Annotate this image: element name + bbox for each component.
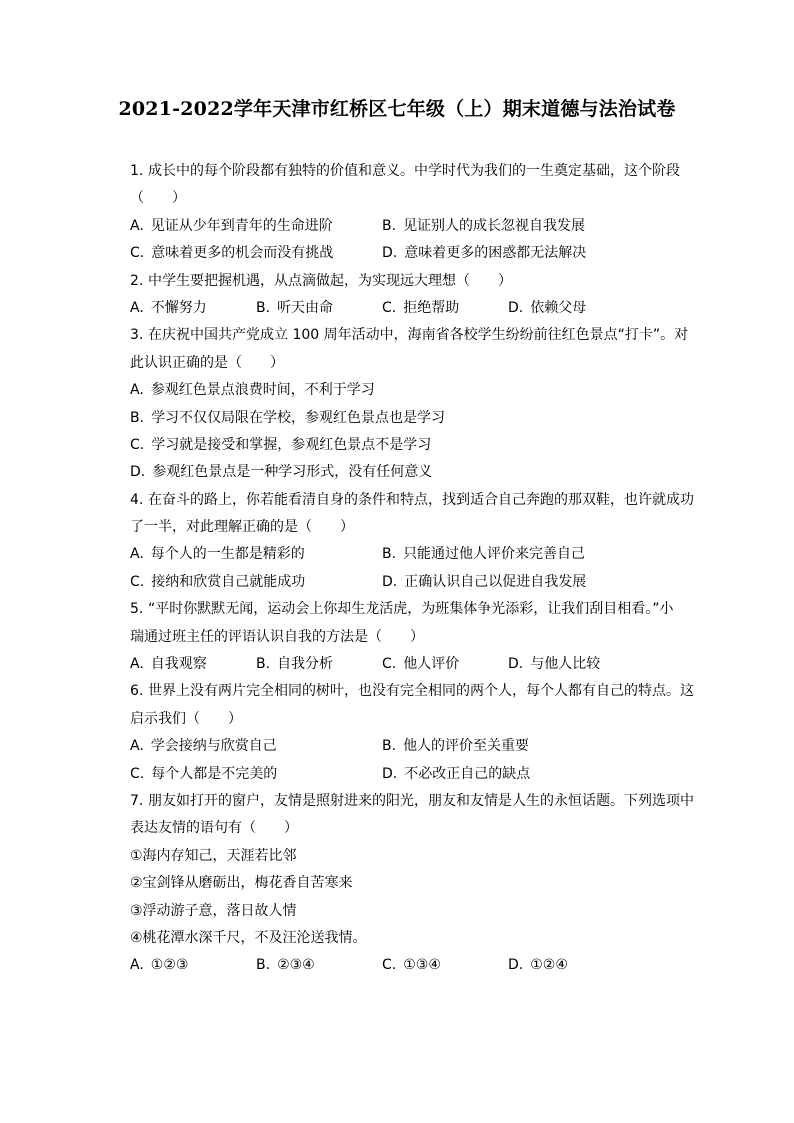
question-stem-text: 了一半，对此理解正确的是（ ） — [130, 519, 354, 536]
question-3 — [130, 322, 695, 486]
answer-option — [130, 569, 382, 596]
option-text: 参观红色景点浪费时间，不利于学习 — [150, 382, 375, 399]
option-text: 他人的评价至关重要 — [403, 738, 530, 755]
answer-option — [382, 541, 634, 568]
answer-option — [130, 240, 382, 267]
option-text: ①③④ — [403, 957, 441, 974]
option-label: C. — [130, 436, 145, 453]
question-stem-text: “平时你默默无闻，运动会上你却生龙活虎，为班集体争光添彩，让我们刮目相看。”小 — [148, 601, 674, 618]
option-label: A. — [130, 738, 144, 755]
question-stem-line — [130, 925, 695, 952]
question-stem-line — [130, 514, 695, 541]
answer-option — [130, 377, 375, 404]
option-label: A. — [130, 299, 144, 316]
option-label: B. — [256, 299, 271, 316]
answer-option — [508, 952, 634, 979]
option-label: C. — [382, 299, 397, 316]
option-text: 只能通过他人评价来完善自己 — [403, 546, 586, 563]
answer-option — [130, 459, 432, 486]
option-text: 他人评价 — [403, 656, 460, 673]
option-label: D. — [508, 299, 524, 316]
option-label: D. — [382, 245, 398, 262]
option-text: 听天由命 — [277, 299, 334, 316]
option-text: 不必改正自己的缺点 — [404, 765, 531, 782]
question-stem-text: （ ） — [130, 190, 186, 207]
option-text: 意味着更多的困惑都无法解决 — [404, 245, 587, 262]
option-label: C. — [382, 656, 397, 673]
answer-option — [256, 651, 382, 678]
answer-option — [130, 733, 382, 760]
question-stem-line — [130, 678, 695, 705]
option-text: ②③④ — [277, 957, 315, 974]
question-stem-text: 瑞通过班主任的评语认识自我的方法是（ ） — [130, 628, 424, 645]
question-stem-line — [130, 843, 695, 870]
option-label: C. — [130, 573, 145, 590]
answer-option — [256, 295, 382, 322]
answer-option — [382, 761, 634, 788]
option-text: 接纳和欣赏自己就能成功 — [151, 573, 306, 590]
question-stem-text: 在奋斗的路上，你若能看清自身的条件和特点，找到适合自己奔跑的那双鞋，也许就成功 — [148, 491, 694, 508]
option-row — [130, 295, 695, 322]
option-text: 见证从少年到青年的生命进阶 — [150, 217, 333, 234]
question-stem-line — [130, 487, 695, 514]
question-stem-text: 中学生要把握机遇，从点滴做起，为实现远大理想（ ） — [148, 272, 512, 289]
option-text: 意味着更多的机会而没有挑战 — [151, 245, 334, 262]
option-label: C. — [130, 245, 145, 262]
question-stem-text: ①海内存知己，天涯若比邻 — [130, 847, 297, 864]
question-stem-line — [130, 158, 695, 185]
question-stem-line — [130, 815, 695, 842]
option-label: B. — [130, 409, 145, 426]
answer-option — [130, 761, 382, 788]
question-stem-line — [130, 706, 695, 733]
option-row — [130, 952, 695, 979]
question-stem-line — [130, 185, 695, 212]
question-number: 6. — [130, 683, 144, 700]
answer-option — [382, 733, 634, 760]
option-row — [130, 569, 695, 596]
option-label: C. — [130, 765, 145, 782]
option-text: ①②③ — [150, 957, 189, 974]
question-stem-text: ②宝剑锋从磨砺出，梅花香自苦寒来 — [130, 875, 353, 892]
option-text: 自我分析 — [277, 656, 334, 673]
answer-option — [130, 952, 256, 979]
answer-option — [130, 295, 256, 322]
answer-option — [382, 213, 634, 240]
question-stem-line — [130, 870, 695, 897]
option-text: ①②④ — [530, 957, 568, 974]
page-title: 2021-2022学年天津市红桥区七年级（上）期末道德与法治试卷 — [118, 98, 676, 120]
option-label: D. — [508, 656, 524, 673]
question-number: 4. — [130, 491, 144, 508]
question-stem-text: 此认识正确的是（ ） — [130, 354, 284, 371]
answer-option — [382, 240, 634, 267]
option-label: C. — [382, 957, 397, 974]
option-label: D. — [382, 573, 398, 590]
option-row — [130, 541, 695, 568]
question-stem-text: 朋友如打开的窗户，友情是照射进来的阳光，朋友和友情是人生的永恒话题。下列选项中 — [148, 792, 694, 809]
option-text: 学习就是接受和掌握，参观红色景点不是学习 — [151, 436, 432, 453]
question-stem-line — [130, 350, 695, 377]
question-stem-line — [130, 624, 695, 651]
question-number: 5. — [130, 601, 144, 618]
answer-option — [130, 651, 256, 678]
option-text: 自我观察 — [150, 656, 207, 673]
question-number: 3. — [130, 327, 144, 344]
answer-option — [130, 405, 445, 432]
option-text: 每个人都是不完美的 — [151, 765, 278, 782]
question-list — [130, 158, 695, 980]
option-label: A. — [130, 546, 144, 563]
option-text: 拒绝帮助 — [403, 299, 460, 316]
option-label: A. — [130, 217, 144, 234]
option-row — [130, 432, 695, 459]
question-7 — [130, 788, 695, 980]
question-5 — [130, 596, 695, 678]
answer-option — [508, 295, 634, 322]
question-4 — [130, 487, 695, 597]
question-stem-text: 表达友情的语句有（ ） — [130, 820, 298, 837]
option-label: D. — [382, 765, 398, 782]
question-1 — [130, 158, 695, 268]
question-number: 7. — [130, 792, 144, 809]
question-6 — [130, 678, 695, 788]
answer-option — [130, 213, 382, 240]
option-text: 学会接纳与欣赏自己 — [150, 738, 277, 755]
option-text: 参观红色景点是一种学习形式，没有任何意义 — [152, 464, 433, 481]
question-stem-text: ④桃花潭水深千尺，不及汪沦送我情。 — [130, 929, 367, 946]
answer-option — [382, 295, 508, 322]
option-row — [130, 405, 695, 432]
question-number: 1. — [130, 163, 144, 179]
option-label: A. — [130, 957, 144, 974]
question-stem-line — [130, 322, 695, 349]
option-row — [130, 459, 695, 486]
answer-option — [382, 651, 508, 678]
answer-option — [382, 952, 508, 979]
option-row — [130, 733, 695, 760]
option-text: 学习不仅仅局限在学校，参观红色景点也是学习 — [151, 409, 446, 426]
option-row — [130, 651, 695, 678]
option-row — [130, 761, 695, 788]
answer-option — [508, 651, 634, 678]
question-stem-line — [130, 268, 695, 295]
option-label: B. — [382, 217, 397, 234]
option-text: 与他人比较 — [530, 656, 601, 673]
question-stem-line — [130, 596, 695, 623]
question-stem-text: 启示我们（ ） — [130, 710, 242, 727]
option-label: A. — [130, 382, 144, 399]
answer-option — [130, 541, 382, 568]
answer-option — [382, 569, 634, 596]
question-stem-line — [130, 898, 695, 925]
option-label: D. — [130, 464, 146, 481]
option-label: D. — [508, 957, 524, 974]
option-text: 正确认识自己以促进自我发展 — [404, 573, 587, 590]
answer-option — [256, 952, 382, 979]
option-text: 不懈努力 — [150, 299, 207, 316]
option-row — [130, 213, 695, 240]
option-row — [130, 240, 695, 267]
option-label: B. — [382, 738, 397, 755]
question-2 — [130, 268, 695, 323]
question-stem-text: 成长中的每个阶段都有独特的价值和意义。中学时代为我们的一生奠定基础，这个阶段 — [148, 163, 680, 179]
option-label: B. — [256, 957, 271, 974]
option-text: 依赖父母 — [530, 299, 587, 316]
option-label: A. — [130, 656, 144, 673]
option-label: B. — [256, 656, 271, 673]
option-text: 每个人的一生都是精彩的 — [150, 546, 305, 563]
option-row — [130, 377, 695, 404]
question-stem-text: 世界上没有两片完全相同的树叶，也没有完全相同的两个人，每个人都有自己的特点。这 — [148, 683, 694, 700]
question-stem-text: 在庆祝中国共产党成立 100 周年活动中，海南省各校学生纷纷前往红色景点“打卡”。对 — [148, 327, 689, 344]
question-stem-text: ③浮动游子意，落日故人情 — [130, 902, 297, 919]
question-stem-line — [130, 788, 695, 815]
option-text: 见证别人的成长忽视自我发展 — [403, 217, 586, 234]
answer-option — [130, 432, 431, 459]
question-number: 2. — [130, 272, 144, 289]
option-label: B. — [382, 546, 397, 563]
